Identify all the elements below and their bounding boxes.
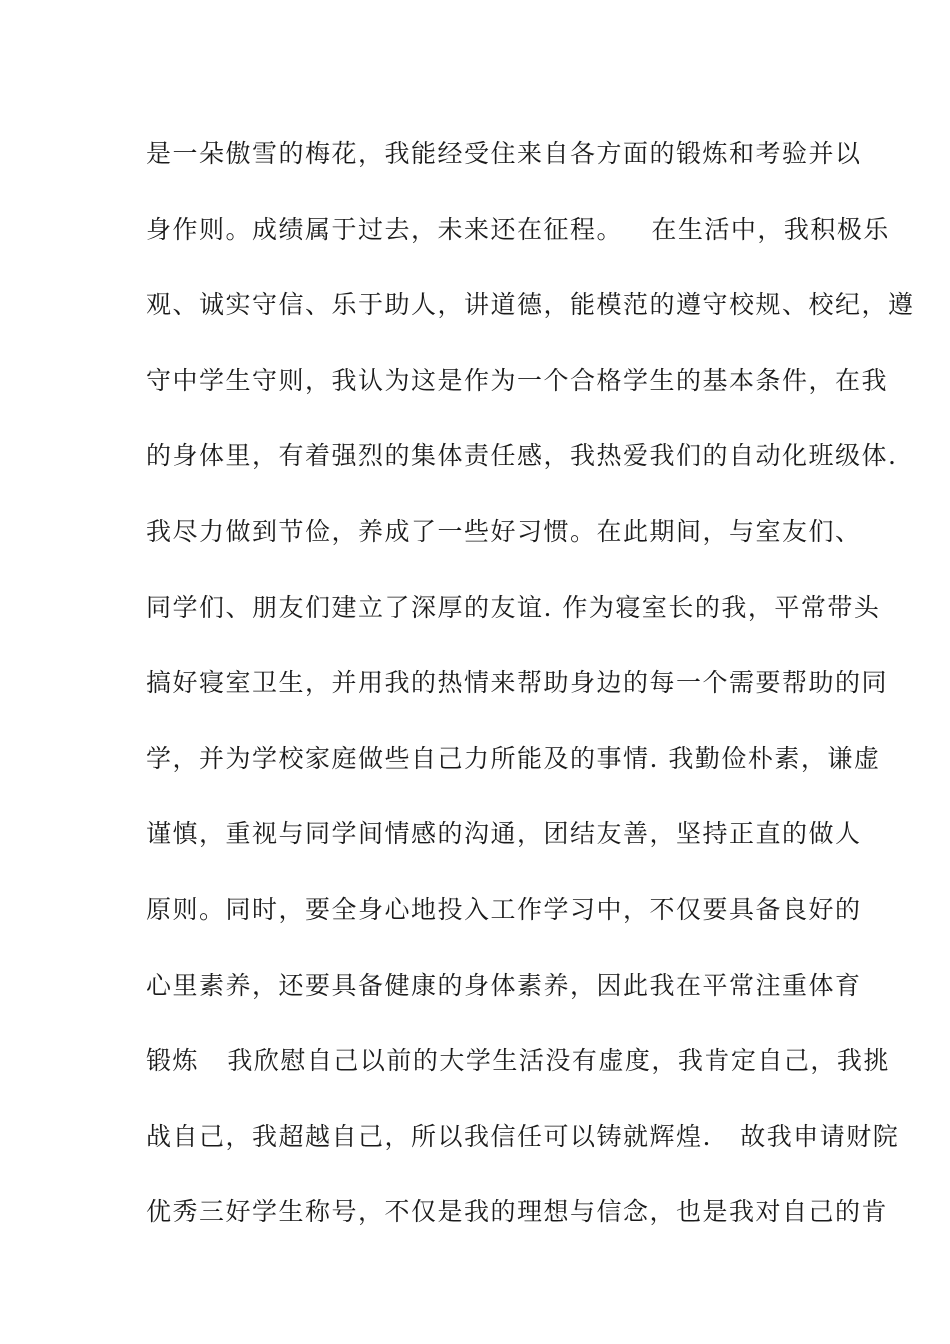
text-line: 战自己，我超越自己，所以我信任可以铸就辉煌. 故我申请财院 (146, 1121, 900, 1151)
text-line: 搞好寝室卫生，并用我的热情来帮助身边的每一个需要帮助的同 (146, 668, 889, 698)
body-text (146, 134, 915, 1268)
text-line: 心里素养，还要具备健康的身体素养，因此我在平常注重体育 (146, 970, 862, 1000)
text-line: 学，并为学校家庭做些自己力所能及的事情. 我勤俭朴素，谦虚 (146, 743, 881, 773)
text-line: 观、诚实守信、乐于助人，讲道德，能模范的遵守校规、校纪，遵 (146, 290, 915, 320)
text-line: 守中学生守则，我认为这是作为一个合格学生的基本条件，在我 (146, 365, 889, 395)
text-line: 优秀三好学生称号，不仅是我的理想与信念，也是我对自己的肯 (146, 1197, 889, 1227)
text-line: 谨慎，重视与同学间情感的沟通，团结友善，坚持正直的做人 (146, 819, 862, 849)
text-line: 身作则。成绩属于过去，未来还在征程。 在生活中，我积极乐 (146, 214, 890, 244)
text-line: 我尽力做到节俭，养成了一些好习惯。在此期间，与室友们、 (146, 516, 862, 546)
text-line: 原则。同时，要全身心地投入工作学习中，不仅要具备良好的 (146, 894, 862, 924)
text-line: 锻炼 我欣慰自己以前的大学生活没有虚度，我肯定自己，我挑 (146, 1046, 890, 1076)
text-line: 是一朵傲雪的梅花，我能经受住来自各方面的锻炼和考验并以 (146, 139, 862, 168)
text-line: 的身体里，有着强烈的集体责任感，我热爱我们的自动化班级体. (146, 441, 898, 471)
text-line: 同学们、朋友们建立了深厚的友谊. 作为寝室长的我，平常带头 (146, 592, 881, 622)
